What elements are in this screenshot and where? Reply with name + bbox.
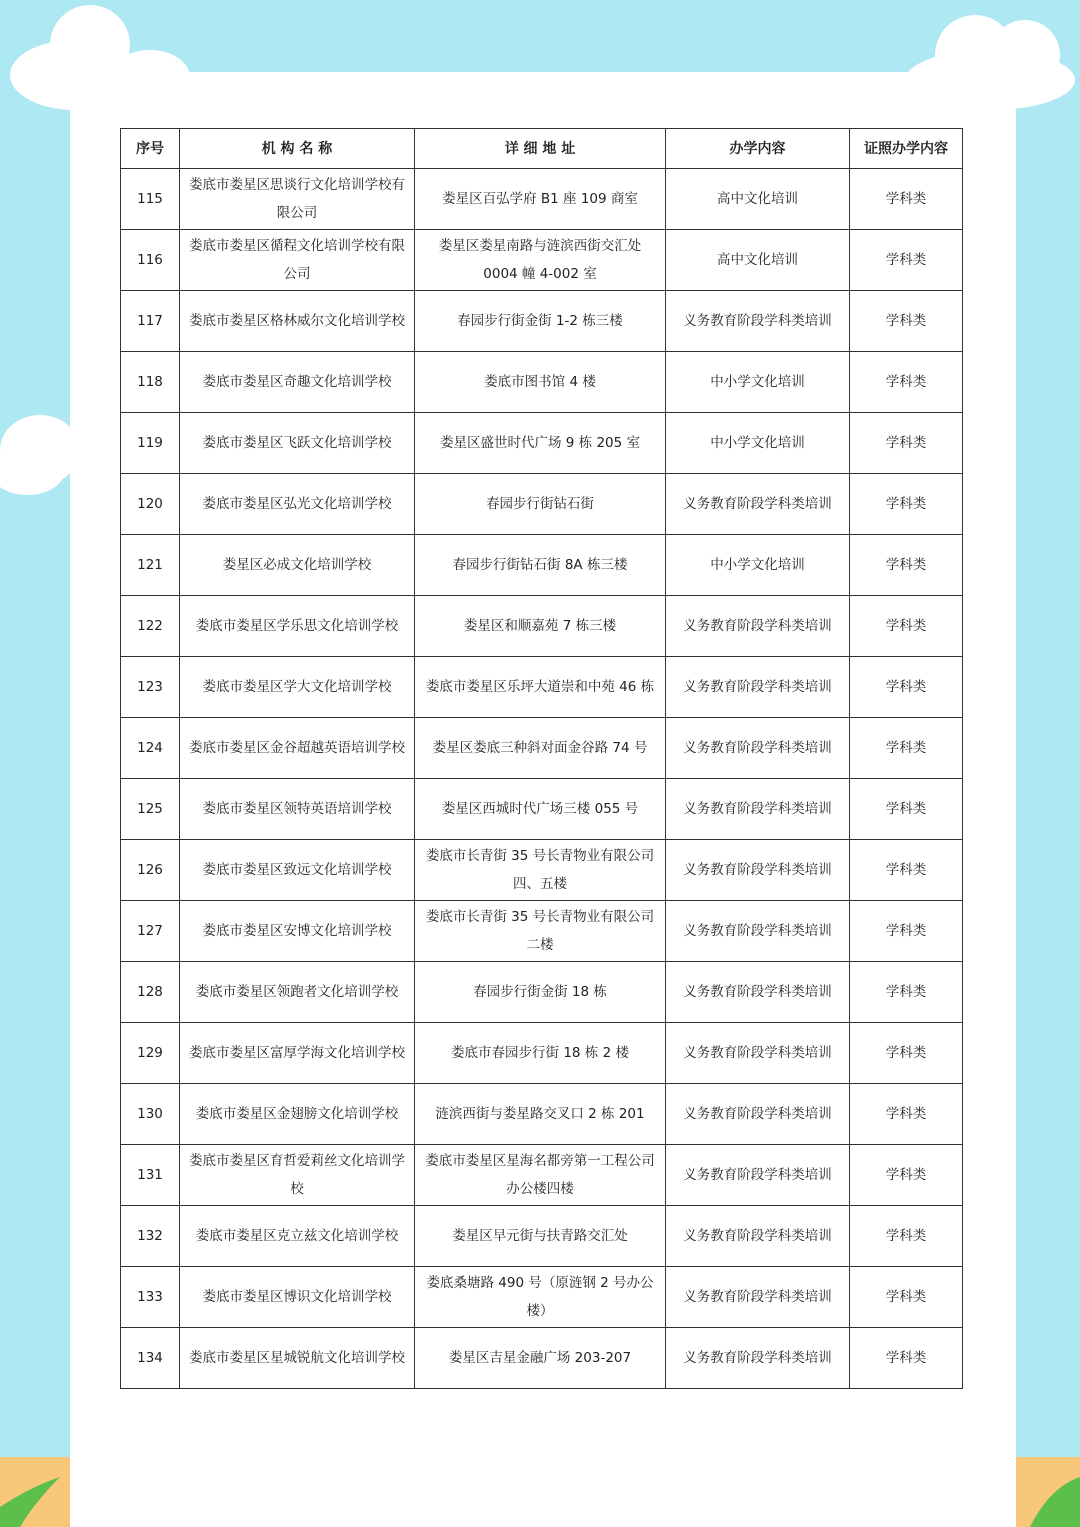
header-address: 详 细 地 址 <box>415 129 666 169</box>
cell-license-content: 学科类 <box>850 230 963 291</box>
cell-address: 娄星区百弘学府 B1 座 109 商室 <box>415 169 666 230</box>
cell-address: 娄底桑塘路 490 号（原涟钢 2 号办公楼） <box>415 1267 666 1328</box>
cell-license-content: 学科类 <box>850 413 963 474</box>
cell-address: 春园步行街金街 1-2 栋三楼 <box>415 291 666 352</box>
cell-content: 义务教育阶段学科类培训 <box>666 1145 850 1206</box>
cell-content: 义务教育阶段学科类培训 <box>666 474 850 535</box>
cell-license-content: 学科类 <box>850 1328 963 1389</box>
cell-content: 义务教育阶段学科类培训 <box>666 1267 850 1328</box>
cell-institution-name: 娄底市娄星区思谈行文化培训学校有限公司 <box>180 169 415 230</box>
table-row <box>121 718 963 779</box>
cell-content: 义务教育阶段学科类培训 <box>666 779 850 840</box>
table-row <box>121 901 963 962</box>
cell-index: 120 <box>121 474 180 535</box>
cell-address: 娄底市长青街 35 号长青物业有限公司四、五楼 <box>415 840 666 901</box>
cell-index: 116 <box>121 230 180 291</box>
cell-institution-name: 娄底市娄星区学大文化培训学校 <box>180 657 415 718</box>
cell-institution-name: 娄底市娄星区格林威尔文化培训学校 <box>180 291 415 352</box>
table-row <box>121 291 963 352</box>
cell-index: 115 <box>121 169 180 230</box>
cell-institution-name: 娄底市娄星区学乐思文化培训学校 <box>180 596 415 657</box>
cell-content: 义务教育阶段学科类培训 <box>666 1084 850 1145</box>
cell-institution-name: 娄底市娄星区育哲爱莉丝文化培训学校 <box>180 1145 415 1206</box>
table-row <box>121 474 963 535</box>
cell-index: 131 <box>121 1145 180 1206</box>
table-row <box>121 1023 963 1084</box>
cell-license-content: 学科类 <box>850 901 963 962</box>
cell-index: 127 <box>121 901 180 962</box>
cell-address: 娄星区早元街与扶青路交汇处 <box>415 1206 666 1267</box>
table-row <box>121 413 963 474</box>
cell-address: 娄星区娄星南路与涟滨西街交汇处 0004 幢 4-002 室 <box>415 230 666 291</box>
cell-institution-name: 娄底市娄星区领跑者文化培训学校 <box>180 962 415 1023</box>
cell-index: 117 <box>121 291 180 352</box>
cell-index: 119 <box>121 413 180 474</box>
cell-institution-name: 娄星区必成文化培训学校 <box>180 535 415 596</box>
cell-address: 涟滨西街与娄星路交叉口 2 栋 201 <box>415 1084 666 1145</box>
cell-license-content: 学科类 <box>850 1267 963 1328</box>
table-row <box>121 1328 963 1389</box>
cell-license-content: 学科类 <box>850 596 963 657</box>
cell-address: 娄星区吉星金融广场 203-207 <box>415 1328 666 1389</box>
cell-license-content: 学科类 <box>850 779 963 840</box>
cell-address: 娄底市春园步行街 18 栋 2 楼 <box>415 1023 666 1084</box>
cell-address: 春园步行街钻石街 8A 栋三楼 <box>415 535 666 596</box>
cell-license-content: 学科类 <box>850 535 963 596</box>
cell-address: 娄底市图书馆 4 楼 <box>415 352 666 413</box>
cell-institution-name: 娄底市娄星区金翅膀文化培训学校 <box>180 1084 415 1145</box>
cell-institution-name: 娄底市娄星区致远文化培训学校 <box>180 840 415 901</box>
cell-content: 义务教育阶段学科类培训 <box>666 1328 850 1389</box>
table-row <box>121 352 963 413</box>
table-row <box>121 779 963 840</box>
cell-content: 中小学文化培训 <box>666 352 850 413</box>
cell-license-content: 学科类 <box>850 169 963 230</box>
cell-license-content: 学科类 <box>850 291 963 352</box>
table-row <box>121 169 963 230</box>
cell-license-content: 学科类 <box>850 657 963 718</box>
cell-license-content: 学科类 <box>850 1145 963 1206</box>
cell-content: 中小学文化培训 <box>666 413 850 474</box>
cell-content: 高中文化培训 <box>666 169 850 230</box>
cell-address: 娄星区娄底三种斜对面金谷路 74 号 <box>415 718 666 779</box>
table-row <box>121 1084 963 1145</box>
cell-address: 春园步行街金街 18 栋 <box>415 962 666 1023</box>
cell-index: 128 <box>121 962 180 1023</box>
cell-index: 118 <box>121 352 180 413</box>
cell-institution-name: 娄底市娄星区克立兹文化培训学校 <box>180 1206 415 1267</box>
header-index: 序号 <box>121 129 180 169</box>
cell-license-content: 学科类 <box>850 1023 963 1084</box>
header-institution-name: 机 构 名 称 <box>180 129 415 169</box>
cell-institution-name: 娄底市娄星区飞跃文化培训学校 <box>180 413 415 474</box>
cell-content: 义务教育阶段学科类培训 <box>666 657 850 718</box>
cell-license-content: 学科类 <box>850 352 963 413</box>
table-row <box>121 1206 963 1267</box>
header-content: 办学内容 <box>666 129 850 169</box>
cell-address: 娄底市长青街 35 号长青物业有限公司二楼 <box>415 901 666 962</box>
cell-content: 义务教育阶段学科类培训 <box>666 840 850 901</box>
table-row <box>121 230 963 291</box>
header-license-content: 证照办学内容 <box>850 129 963 169</box>
cell-institution-name: 娄底市娄星区星城锐航文化培训学校 <box>180 1328 415 1389</box>
cell-address: 娄星区西城时代广场三楼 055 号 <box>415 779 666 840</box>
cell-license-content: 学科类 <box>850 718 963 779</box>
cell-index: 125 <box>121 779 180 840</box>
cell-content: 高中文化培训 <box>666 230 850 291</box>
cell-index: 123 <box>121 657 180 718</box>
cell-license-content: 学科类 <box>850 840 963 901</box>
cell-address: 娄星区盛世时代广场 9 栋 205 室 <box>415 413 666 474</box>
cell-address: 娄底市娄星区星海名都旁第一工程公司办公楼四楼 <box>415 1145 666 1206</box>
cell-index: 126 <box>121 840 180 901</box>
cell-index: 134 <box>121 1328 180 1389</box>
cell-institution-name: 娄底市娄星区金谷超越英语培训学校 <box>180 718 415 779</box>
cell-institution-name: 娄底市娄星区奇趣文化培训学校 <box>180 352 415 413</box>
cell-institution-name: 娄底市娄星区富厚学海文化培训学校 <box>180 1023 415 1084</box>
cell-license-content: 学科类 <box>850 474 963 535</box>
cell-content: 义务教育阶段学科类培训 <box>666 901 850 962</box>
table-row <box>121 596 963 657</box>
cell-institution-name: 娄底市娄星区领特英语培训学校 <box>180 779 415 840</box>
cell-institution-name: 娄底市娄星区博识文化培训学校 <box>180 1267 415 1328</box>
cell-index: 124 <box>121 718 180 779</box>
cell-institution-name: 娄底市娄星区安博文化培训学校 <box>180 901 415 962</box>
table-row <box>121 1267 963 1328</box>
cell-index: 121 <box>121 535 180 596</box>
cell-index: 130 <box>121 1084 180 1145</box>
cell-institution-name: 娄底市娄星区弘光文化培训学校 <box>180 474 415 535</box>
cell-index: 122 <box>121 596 180 657</box>
cell-content: 义务教育阶段学科类培训 <box>666 962 850 1023</box>
table-header-row <box>121 129 963 169</box>
grass-right-decoration <box>1000 1467 1080 1527</box>
cell-index: 133 <box>121 1267 180 1328</box>
schools-table <box>120 128 963 1389</box>
cell-license-content: 学科类 <box>850 1084 963 1145</box>
grass-left-decoration <box>0 1477 70 1527</box>
cell-address: 娄底市娄星区乐坪大道崇和中苑 46 栋 <box>415 657 666 718</box>
cell-content: 义务教育阶段学科类培训 <box>666 718 850 779</box>
cell-content: 中小学文化培训 <box>666 535 850 596</box>
cell-license-content: 学科类 <box>850 962 963 1023</box>
cell-index: 132 <box>121 1206 180 1267</box>
cell-institution-name: 娄底市娄星区循程文化培训学校有限公司 <box>180 230 415 291</box>
table-row <box>121 962 963 1023</box>
table-row <box>121 657 963 718</box>
cell-content: 义务教育阶段学科类培训 <box>666 1023 850 1084</box>
cell-content: 义务教育阶段学科类培训 <box>666 1206 850 1267</box>
cell-index: 129 <box>121 1023 180 1084</box>
table-row <box>121 535 963 596</box>
table-row <box>121 1145 963 1206</box>
cell-content: 义务教育阶段学科类培训 <box>666 291 850 352</box>
cell-license-content: 学科类 <box>850 1206 963 1267</box>
cell-content: 义务教育阶段学科类培训 <box>666 596 850 657</box>
table-body <box>121 169 963 1389</box>
cell-address: 春园步行街钻石街 <box>415 474 666 535</box>
cell-address: 娄星区和顺嘉苑 7 栋三楼 <box>415 596 666 657</box>
table-row <box>121 840 963 901</box>
